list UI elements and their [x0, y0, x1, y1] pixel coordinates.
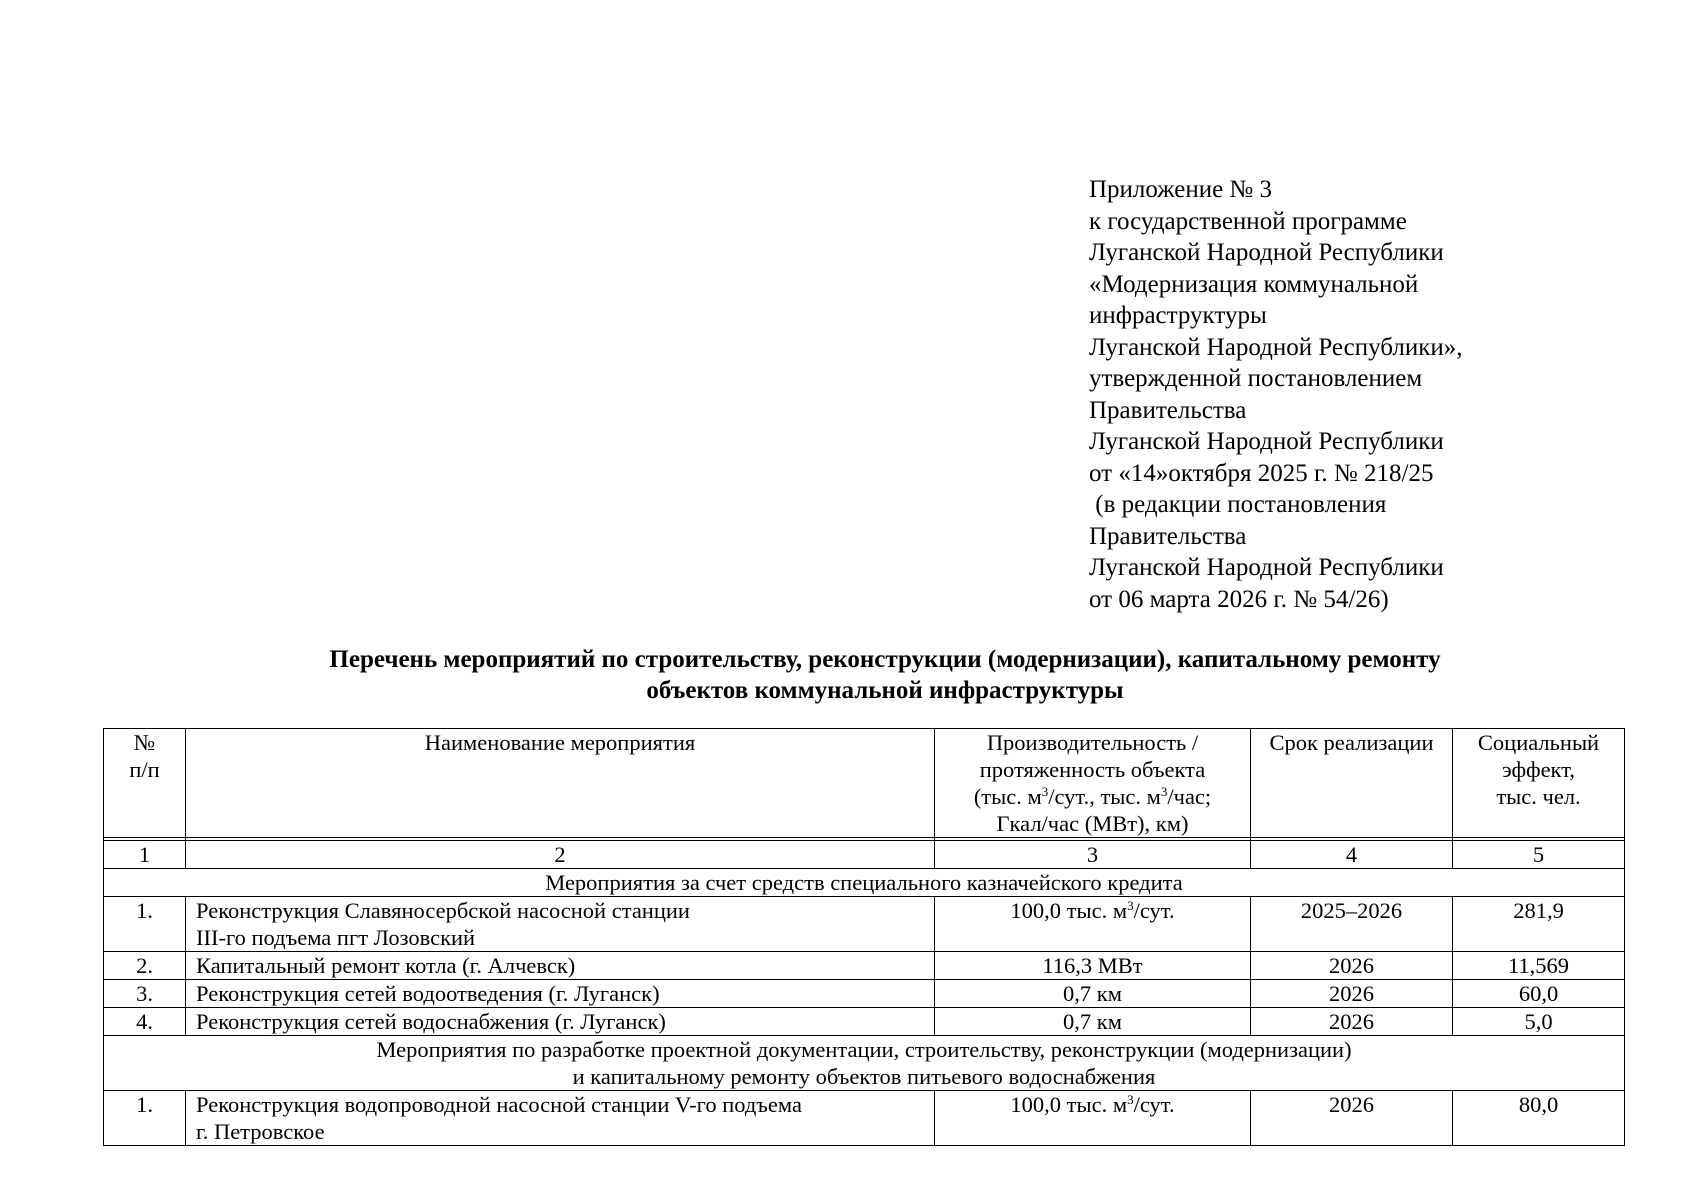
row-capacity: 116,3 МВт	[935, 952, 1251, 980]
table-row	[104, 1008, 1625, 1036]
table-row	[104, 897, 1625, 952]
column-number: 5	[1453, 841, 1625, 869]
document-title-line-1: Перечень мероприятий по строительству, реконструкции (модернизации), капитальному ремонту	[329, 646, 1441, 673]
table-row	[104, 980, 1625, 1008]
row-effect: 281,9	[1453, 897, 1625, 952]
header-capacity: Производительность / протяженность объекта (тыс. $м^3$/сут., тыс. $м^3$/час; Гкал/час (МВт), км)	[935, 729, 1251, 838]
header-effect: Социальный эффект, тыс. чел.	[1453, 729, 1625, 838]
row-number: 1.	[104, 897, 186, 952]
row-name: Капитальный ремонт котла (г. Алчевск)	[186, 952, 935, 980]
row-effect: 5,0	[1453, 1008, 1625, 1036]
table-row	[104, 1091, 1625, 1146]
row-number: 1.	[104, 1091, 186, 1146]
row-effect: 11,569	[1453, 952, 1625, 980]
header-name: Наименование мероприятия	[186, 729, 935, 838]
appendix-line: от «14»октября 2025 г. № 218/25	[1089, 459, 1434, 487]
appendix-line: Правительства	[1089, 522, 1247, 550]
header-term: Срок реализации	[1251, 729, 1453, 838]
row-term: 2026	[1251, 952, 1453, 980]
document-title-line-2: объектов коммунальной инфраструктуры	[646, 677, 1124, 704]
row-capacity: 0,7 км	[935, 1008, 1251, 1036]
row-term: 2025–2026	[1251, 897, 1453, 952]
row-capacity: 100,0 тыс. $м^3$/сут.	[935, 897, 1251, 952]
column-number: 1	[104, 841, 186, 869]
appendix-line: Луганской Народной Республики»,	[1089, 333, 1463, 361]
appendix-line: утвержденной постановлением	[1089, 365, 1423, 392]
row-effect: 60,0	[1453, 980, 1625, 1008]
row-name: Реконструкция сетей водоснабжения (г. Луганск)	[186, 1008, 935, 1036]
column-number-row	[104, 841, 1625, 869]
appendix-line: Луганской Народной Республики	[1089, 554, 1444, 581]
row-number: 2.	[104, 952, 186, 980]
table-header-row	[104, 729, 1625, 838]
row-number: 3.	[104, 980, 186, 1008]
appendix-line: инфраструктуры	[1089, 302, 1267, 329]
row-term: 2026	[1251, 1091, 1453, 1146]
appendix-line: «Модернизация коммунальной	[1089, 270, 1419, 298]
appendix-line: Луганской Народной Республики	[1089, 239, 1444, 266]
row-effect: 80,0	[1453, 1091, 1625, 1146]
table-row	[104, 952, 1625, 980]
events-table	[103, 728, 1625, 1146]
row-name: Реконструкция сетей водоотведения (г. Луганск)	[186, 980, 935, 1008]
appendix-line: Правительства	[1089, 396, 1247, 424]
row-name: Реконструкция Славяносербской насосной станции III-го подъема пгт Лозовский	[186, 897, 935, 952]
row-term: 2026	[1251, 980, 1453, 1008]
document-title	[104, 644, 1666, 706]
section-title: Мероприятия по разработке проектной документации, строительству, реконструкции (модернизации) и капитальному ремонту объектов питьевого водоснабжения	[104, 1036, 1625, 1091]
row-capacity: 100,0 тыс. $м^3$/сут.	[935, 1091, 1251, 1146]
row-name: Реконструкция водопроводной насосной станции V-го подъема г. Петровское	[186, 1091, 935, 1146]
appendix-line: Луганской Народной Республики	[1089, 428, 1444, 455]
column-number: 2	[186, 841, 935, 869]
section-title: Мероприятия за счет средств специального казначейского кредита	[104, 869, 1625, 897]
section-row-2	[104, 1036, 1625, 1091]
appendix-line: Приложение № 3	[1089, 176, 1273, 203]
appendix-line: к государственной программе	[1089, 207, 1407, 235]
column-number: 3	[935, 841, 1251, 869]
header-number: № п/п	[104, 729, 186, 838]
appendix-line: (в редакции постановления	[1089, 491, 1387, 518]
row-term: 2026	[1251, 1008, 1453, 1036]
appendix-block	[1089, 174, 1649, 615]
column-number: 4	[1251, 841, 1453, 869]
appendix-line: от 06 марта 2026 г. № 54/26)	[1089, 585, 1389, 613]
section-row-1	[104, 869, 1625, 897]
row-number: 4.	[104, 1008, 186, 1036]
row-capacity: 0,7 км	[935, 980, 1251, 1008]
